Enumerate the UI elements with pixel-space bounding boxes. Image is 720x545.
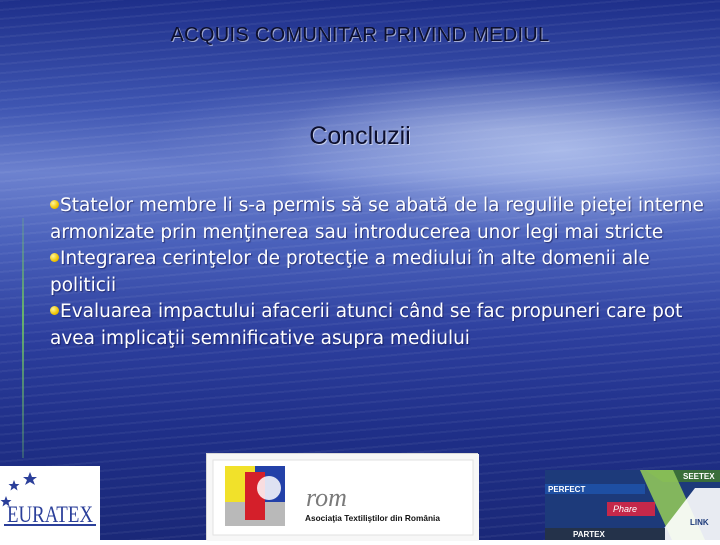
decorative-line (22, 218, 24, 458)
bullet-item (50, 246, 710, 299)
bullet-icon (50, 306, 59, 315)
slide-title: ACQUIS COMUNITAR PRIVIND MEDIUL (170, 24, 550, 46)
perfect-label: PERFECT (548, 485, 586, 494)
bullet-text: Evaluarea impactului afacerii atunci când se fac propuneri care pot avea implicaţii semnificative asupra mediului (50, 301, 683, 349)
atexrom-logo-graphic (207, 454, 479, 541)
phare-logo-graphic (545, 470, 720, 540)
bullet-item (50, 299, 710, 352)
bullet-icon (50, 253, 59, 262)
atexrom-brand: rom (306, 483, 347, 512)
bullet-list (50, 193, 710, 352)
seetex-label: SEETEX (683, 472, 715, 481)
bullet-text: Integrarea cerinţelor de protecţie a mediului în alte domenii ale politicii (50, 248, 650, 296)
bullet-icon (50, 200, 59, 209)
bullet-text: Statelor membre li s-a permis să se abată de la regulile pieţei interne armonizate prin menţinerea sau introducerea unor legi mai stricte (50, 195, 704, 243)
euratex-logo-graphic (0, 466, 100, 540)
euratex-text: EURATEX (7, 502, 94, 527)
atexrom-caption: Asociaţia Textiliştilor din România (305, 513, 440, 523)
link-label: LINK (690, 518, 709, 527)
phare-label: Phare (613, 504, 638, 514)
atexrom-logo (206, 453, 478, 540)
slide-subtitle: Concluzii (309, 122, 411, 150)
euratex-logo (0, 466, 100, 540)
phare-logo (545, 470, 720, 540)
bullet-item (50, 193, 710, 246)
partex-label: PARTEX (573, 530, 605, 539)
